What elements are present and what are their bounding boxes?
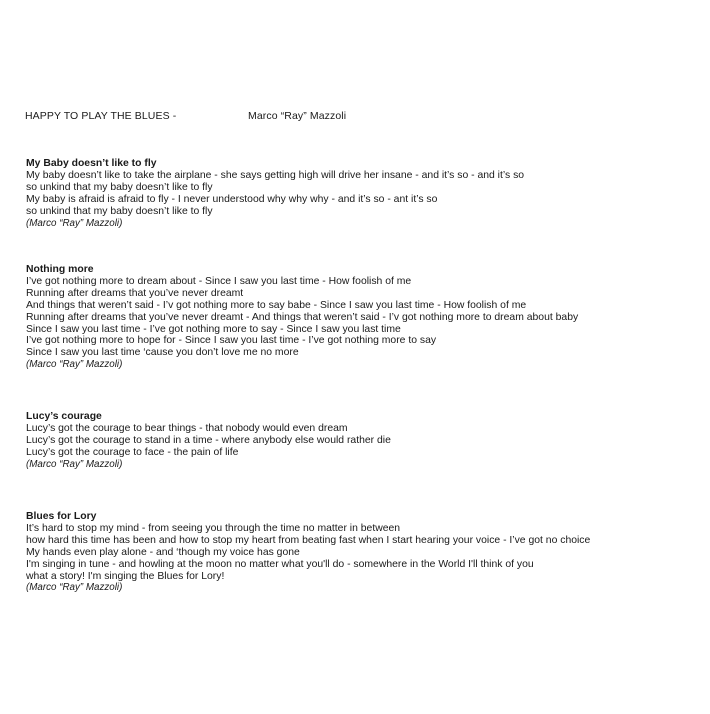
lyric-line: Running after dreams that you’ve never dreamt - And things that weren’t said - I’v got nothing more to dream about baby [26,311,579,323]
lyric-line: My baby is afraid is afraid to fly - I never understood why why why - and it’s so - ant it’s so [26,193,438,205]
lyric-line: Lucy’s got the courage to stand in a time - where anybody else would rather die [26,434,391,446]
lyric-line: It’s hard to stop my mind - from seeing you through the time no matter in between [26,522,401,534]
page-header [25,110,346,122]
lyric-line: I’ve got nothing more to hope for - Since I saw you last time - I’ve got nothing more to say [26,335,437,347]
lyric-line: Since I saw you last time - I’ve got nothing more to say - Since I saw you last time [26,323,401,335]
song-title: Blues for Lory [26,511,97,522]
song-block [26,264,696,371]
lyric-line: Running after dreams that you’ve never dreamt [26,287,244,299]
lyric-line: so unkind that my baby doesn’t like to fly [26,205,213,217]
song-credit: (Marco “Ray” Mazzoli) [26,359,123,371]
album-title: HAPPY TO PLAY THE BLUES - [25,110,177,122]
song-credit: (Marco “Ray” Mazzoli) [26,582,123,594]
song-title: Nothing more [26,264,94,275]
lyric-line: My baby doesn’t like to take the airplane - she says getting high will drive her insane - and it’s so - and it’s so [26,169,525,181]
song-block [26,511,696,594]
lyric-line: Since I saw you last time ‘cause you don’t love me no more [26,347,299,359]
song-block [26,411,696,471]
lyric-line: And things that weren’t said - I’v got nothing more to say babe - Since I saw you last time - How foolish of me [26,299,527,311]
song-credit: (Marco “Ray” Mazzoli) [26,458,123,470]
song-title: Lucy’s courage [26,411,102,422]
lyric-line: I’ve got nothing more to dream about - Since I saw you last time - How foolish of me [26,275,412,287]
lyric-line: how hard this time has been and how to stop my heart from beating fast when I start hearing your voice - I’ve got no choice [26,534,591,546]
artist-name: Marco “Ray” Mazzoli [248,110,347,122]
lyric-line: so unkind that my baby doesn’t like to fly [26,181,213,193]
lyric-line: I'm singing in tune - and howling at the moon no matter what you'll do - somewhere in the World I'll think of you [26,558,534,570]
song-credit: (Marco “Ray” Mazzoli) [26,217,123,229]
lyric-line: what a story! I'm singing the Blues for Lory! [26,570,225,582]
lyric-line: Lucy’s got the courage to bear things - that nobody would even dream [26,422,348,434]
lyric-line: My hands even play alone - and ‘though my voice has gone [26,546,300,558]
song-block [26,158,696,229]
lyric-line: Lucy’s got the courage to face - the pain of life [26,446,239,458]
song-title: My Baby doesn’t like to fly [26,158,157,169]
